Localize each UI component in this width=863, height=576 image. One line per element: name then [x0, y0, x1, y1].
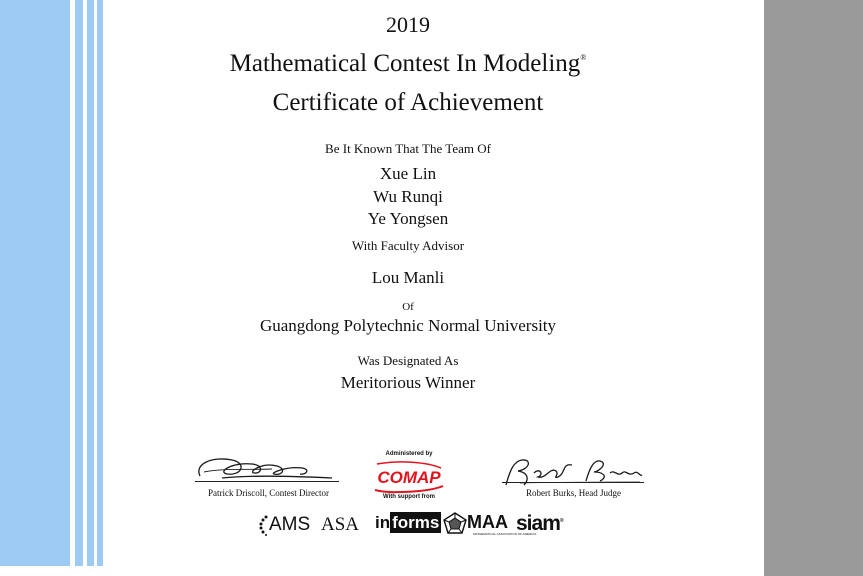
certificate-year: 2019 [386, 12, 430, 37]
maa-subtitle: MATHEMATICAL ASSOCIATION OF AMERICA [473, 532, 537, 537]
administered-by-label: Administered by [385, 451, 433, 457]
team-member: Wu Runqi [373, 187, 443, 206]
head-judge-signature [500, 455, 645, 489]
team-member: Ye Yongsen [367, 209, 449, 228]
ams-text: AMS [269, 514, 311, 536]
of-label: Of [402, 301, 414, 313]
contest-name [0, 50, 816, 78]
bottom-margin [0, 566, 764, 576]
registered-mark: ® [580, 53, 587, 62]
side-panel [764, 0, 863, 576]
siam-text: siam [516, 512, 560, 535]
support-label: With support from [383, 494, 435, 500]
advisor-label: With Faculty Advisor [351, 238, 465, 253]
contest-name-text: Mathematical Contest In Modeling [229, 50, 581, 77]
maa-text: MAA [467, 512, 508, 532]
award-designation: Meritorious Winner [340, 373, 476, 392]
ams-logo [257, 514, 310, 536]
director-signature [192, 454, 342, 484]
director-signature-line [195, 481, 339, 482]
asa-text: ASA [321, 514, 360, 535]
director-caption: Patrick Driscoll, Contest Director [208, 488, 329, 498]
comap-logo-text: COMAP [377, 468, 441, 487]
intro-text: Be It Known That The Team Of [325, 141, 491, 156]
team-member: Xue Lin [379, 164, 437, 183]
head-judge-signature-line [502, 482, 644, 483]
advisor-name: Lou Manli [371, 268, 445, 287]
siam-registered-mark: ® [559, 518, 563, 524]
asa-logo [321, 514, 359, 536]
informs-box: forms [392, 513, 440, 532]
head-judge-caption: Robert Burks, Head Judge [526, 488, 621, 498]
maa-polyhedron-icon [443, 512, 467, 534]
institution-name: Guangdong Polytechnic Normal University [259, 316, 557, 335]
certificate-title: Certificate of Achievement [272, 89, 544, 116]
informs-prefix: in [375, 513, 391, 532]
designation-label: Was Designated As [357, 353, 459, 368]
ams-mark-icon [257, 514, 269, 536]
siam-logo [516, 512, 563, 536]
informs-logo [375, 513, 441, 533]
